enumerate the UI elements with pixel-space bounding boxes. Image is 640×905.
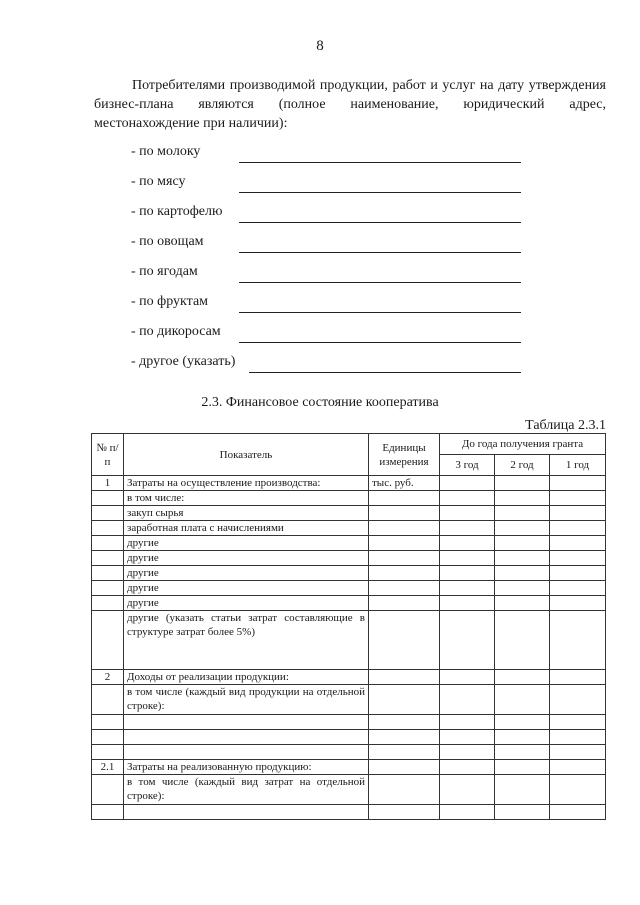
fill-in-line[interactable] [239, 252, 521, 253]
cell-year-1[interactable] [550, 775, 606, 805]
intro-paragraph: Потребителями производимой продукции, работ и услуг на дату утверждения бизнес-плана являются (полное наименование, юридический адрес, местонахождение при наличии): [94, 78, 606, 131]
cell-year-3[interactable] [440, 521, 495, 536]
section-title: 2.3. Финансовое состояние кооператива [201, 395, 439, 410]
table-row [92, 611, 606, 670]
cell-year-3[interactable] [440, 805, 495, 820]
table-row [92, 805, 606, 820]
cell-year-3[interactable] [440, 611, 495, 670]
row-label: Доходы от реализации продукции: [124, 670, 369, 685]
row-unit [369, 670, 440, 685]
row-label [124, 730, 369, 745]
row-label: другие [124, 581, 369, 596]
cell-year-1[interactable] [550, 596, 606, 611]
row-num: 1 [92, 476, 124, 491]
cell-year-3[interactable] [440, 536, 495, 551]
cell-year-2[interactable] [495, 760, 550, 775]
table-row [92, 491, 606, 506]
fill-in-line[interactable] [239, 222, 521, 223]
cell-year-1[interactable] [550, 491, 606, 506]
cell-year-1[interactable] [550, 476, 606, 491]
table-row [92, 760, 606, 775]
cell-year-2[interactable] [495, 596, 550, 611]
cell-year-1[interactable] [550, 730, 606, 745]
cell-year-3[interactable] [440, 685, 495, 715]
row-num [92, 536, 124, 551]
cell-year-1[interactable] [550, 715, 606, 730]
row-label: другие [124, 536, 369, 551]
row-label [124, 805, 369, 820]
table-row [92, 536, 606, 551]
cell-year-1[interactable] [550, 551, 606, 566]
row-label: в том числе: [124, 491, 369, 506]
header-num: № п/п [92, 434, 124, 476]
table-row [92, 670, 606, 685]
table-row [92, 551, 606, 566]
fill-in-line[interactable] [239, 342, 521, 343]
row-num [92, 581, 124, 596]
header-year-2: 2 год [495, 455, 550, 476]
table-row [92, 506, 606, 521]
row-num [92, 745, 124, 760]
cell-year-2[interactable] [495, 491, 550, 506]
table-row [92, 715, 606, 730]
row-label: Затраты на осуществление производства: [124, 476, 369, 491]
row-label: Затраты на реализованную продукцию: [124, 760, 369, 775]
consumer-label: - по ягодам [131, 264, 198, 279]
table-row [92, 745, 606, 760]
fill-in-line[interactable] [249, 372, 521, 373]
table-row [92, 730, 606, 745]
consumer-label: - по мясу [131, 174, 186, 189]
cell-year-3[interactable] [440, 760, 495, 775]
row-num: 2.1 [92, 760, 124, 775]
cell-year-1[interactable] [550, 536, 606, 551]
table-row [92, 476, 606, 491]
cell-year-3[interactable] [440, 476, 495, 491]
row-unit [369, 685, 440, 715]
cell-year-3[interactable] [440, 596, 495, 611]
row-label: в том числе (каждый вид затрат на отдельной строке): [124, 775, 369, 805]
row-num [92, 715, 124, 730]
header-indicator: Показатель [124, 434, 369, 476]
row-unit [369, 551, 440, 566]
cell-year-2[interactable] [495, 670, 550, 685]
page-number: 8 [316, 38, 324, 54]
header-year-3: 3 год [440, 455, 495, 476]
row-unit [369, 745, 440, 760]
row-unit [369, 611, 440, 670]
consumer-label: - по картофелю [131, 204, 223, 219]
consumer-row-milk [131, 144, 521, 164]
cell-year-3[interactable] [440, 506, 495, 521]
row-label: в том числе (каждый вид продукции на отдельной строке): [124, 685, 369, 715]
cell-year-2[interactable] [495, 775, 550, 805]
row-label: заработная плата с начислениями [124, 521, 369, 536]
consumer-label: - по фруктам [131, 294, 209, 309]
row-num [92, 775, 124, 805]
consumer-label: - по дикоросам [131, 324, 221, 339]
row-label: другие [124, 596, 369, 611]
table-row [92, 775, 606, 805]
cell-year-3[interactable] [440, 715, 495, 730]
table-caption: Таблица 2.3.1 [525, 418, 606, 433]
row-num [92, 805, 124, 820]
consumer-row-other [131, 354, 521, 374]
row-unit [369, 715, 440, 730]
consumer-row-potato [131, 204, 521, 224]
row-num [92, 506, 124, 521]
row-num [92, 685, 124, 715]
row-num [92, 566, 124, 581]
fill-in-line[interactable] [239, 282, 521, 283]
table-row [92, 685, 606, 715]
row-unit [369, 596, 440, 611]
cell-year-3[interactable] [440, 491, 495, 506]
row-unit [369, 730, 440, 745]
table-row [92, 581, 606, 596]
consumer-row-fruits [131, 294, 521, 314]
cell-year-2[interactable] [495, 745, 550, 760]
cell-year-2[interactable] [495, 476, 550, 491]
cell-year-2[interactable] [495, 521, 550, 536]
consumer-row-wild [131, 324, 521, 344]
cell-year-2[interactable] [495, 805, 550, 820]
row-label: другие (указать статьи затрат составляющие в структуре затрат более 5%) [124, 611, 369, 670]
row-unit [369, 521, 440, 536]
row-label [124, 745, 369, 760]
cell-year-2[interactable] [495, 551, 550, 566]
cell-year-3[interactable] [440, 670, 495, 685]
cell-year-2[interactable] [495, 506, 550, 521]
header-year-1: 1 год [550, 455, 606, 476]
row-num [92, 730, 124, 745]
row-unit [369, 536, 440, 551]
cell-year-2[interactable] [495, 566, 550, 581]
row-unit [369, 581, 440, 596]
cell-year-1[interactable] [550, 685, 606, 715]
consumer-row-meat [131, 174, 521, 194]
cell-year-3[interactable] [440, 566, 495, 581]
financial-table [91, 433, 606, 820]
cell-year-2[interactable] [495, 715, 550, 730]
cell-year-1[interactable] [550, 760, 606, 775]
cell-year-1[interactable] [550, 670, 606, 685]
table-row [92, 596, 606, 611]
row-num [92, 521, 124, 536]
cell-year-3[interactable] [440, 745, 495, 760]
header-units: Единицы измерения [369, 434, 440, 476]
row-unit [369, 491, 440, 506]
cell-year-3[interactable] [440, 730, 495, 745]
row-unit: тыс. руб. [369, 476, 440, 491]
row-unit [369, 760, 440, 775]
row-unit [369, 805, 440, 820]
cell-year-2[interactable] [495, 685, 550, 715]
fill-in-line[interactable] [239, 312, 521, 313]
row-unit [369, 775, 440, 805]
cell-year-2[interactable] [495, 581, 550, 596]
row-num [92, 611, 124, 670]
cell-year-3[interactable] [440, 775, 495, 805]
header-period: До года получения гранта [440, 434, 606, 455]
cell-year-1[interactable] [550, 506, 606, 521]
cell-year-1[interactable] [550, 805, 606, 820]
row-num [92, 491, 124, 506]
consumer-label: - по овощам [131, 234, 204, 249]
cell-year-1[interactable] [550, 581, 606, 596]
consumer-label: - другое (указать) [131, 354, 236, 369]
row-unit [369, 506, 440, 521]
fill-in-line[interactable] [239, 192, 521, 193]
row-num [92, 551, 124, 566]
cell-year-2[interactable] [495, 611, 550, 670]
row-num [92, 596, 124, 611]
row-label [124, 715, 369, 730]
cell-year-2[interactable] [495, 536, 550, 551]
cell-year-1[interactable] [550, 566, 606, 581]
table-row [92, 566, 606, 581]
cell-year-3[interactable] [440, 581, 495, 596]
cell-year-2[interactable] [495, 730, 550, 745]
row-unit [369, 566, 440, 581]
cell-year-1[interactable] [550, 521, 606, 536]
consumer-row-berries [131, 264, 521, 284]
row-label: другие [124, 566, 369, 581]
table-row [92, 521, 606, 536]
row-label: другие [124, 551, 369, 566]
cell-year-1[interactable] [550, 745, 606, 760]
consumer-row-vegetables [131, 234, 521, 254]
cell-year-3[interactable] [440, 551, 495, 566]
cell-year-1[interactable] [550, 611, 606, 670]
consumer-label: - по молоку [131, 144, 201, 159]
row-label: закуп сырья [124, 506, 369, 521]
row-num: 2 [92, 670, 124, 685]
fill-in-line[interactable] [239, 162, 521, 163]
